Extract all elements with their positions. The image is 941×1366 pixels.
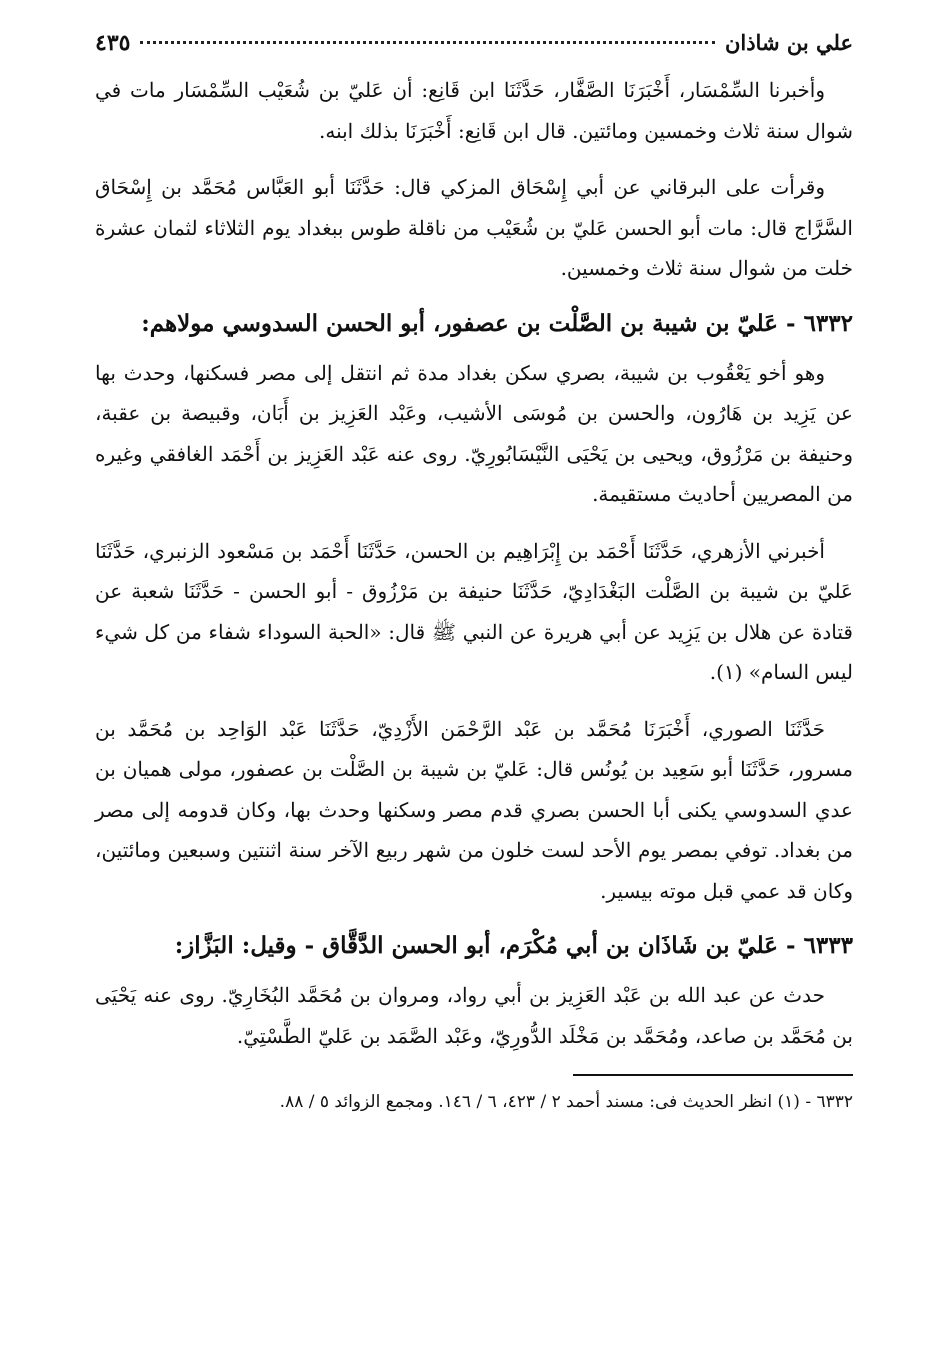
footnote-separator <box>573 1074 853 1076</box>
paragraph-biography-6332: وهو أخو يَعْقُوب بن شيبة، بصري سكن بغداد مدة ثم انتقل إلى مصر فسكنها، وحدث بها عن يَزِيد بن هَارُون، والحسن بن مُوسَى الأشيب، وعَبْد العَزِيز بن أَبَان، وقبيصة بن عقبة، وحنيفة بن مَرْزُوق، ويحيى بن يَحْيَى النَّيْسَابُورِيّ. روى عنه عَبْد العَزِيز بن أَحْمَد الغافقي وغيره من المصريين أحاديث مستقيمة. <box>95 360 853 506</box>
footnote: ٦٣٣٢ - (١) انظر الحديث فى: مسند أحمد ٢ / ٤٢٣، ٦ / ١٤٦. ومجمع الزوائد ٥ / ٨٨. <box>279 1092 853 1112</box>
paragraph-biography-6333: حدث عن عبد الله بن عَبْد العَزِيز بن أبي رواد، ومروان بن مُحَمَّد البُخَارِيّ. روى عنه يَحْيَى بن مُحَمَّد بن صاعد، ومُحَمَّد بن مَخْلَد الدُّورِيّ، وعَبْد الصَّمَد بن عَليّ الطَّسْتِيّ. <box>95 983 853 1048</box>
entry-heading-6333: ٦٣٣٣ - عَليّ بن شَاذَان بن أبي مُكْرَم، أبو الحسن الدَّقَّاق - وقيل: البَزَّاز: <box>174 932 853 959</box>
paragraph-samsar-death: وأخبرنا السِّمْسَار، أَخْبَرَنَا الصَّفَّار، حَدَّثَنَا ابن قَانِع: أن عَليّ بن شُعَيْب السِّمْسَار مات في شوال سنة ثلاث وخمسين ومائتين. قال ابن قَانِع: أَخْبَرَنَا بذلك ابنه. <box>95 78 853 143</box>
entry-heading-6332: ٦٣٣٢ - عَليّ بن شيبة بن الصَّلْت بن عصفور، أبو الحسن السدوسي مولاهم: <box>141 309 853 337</box>
page-number: ٤٣٥ <box>95 30 131 56</box>
leader-dots <box>140 41 715 44</box>
paragraph-hadith-azhari: أخبرني الأزهري، حَدَّثَنَا أَحْمَد بن إِبْرَاهِيم بن الحسن، حَدَّثَنَا أَحْمَد بن مَسْعود الزنبري، حَدَّثَنَا عَليّ بن شيبة بن الصَّلْت البَغْدَادِيّ، حَدَّثَنَا حنيفة بن مَرْزُوق - أبو الحسن - حَدَّثَنَا شعبة عن قتادة عن هلال بن يَزِيد عن أبي هريرة عن النبي ﷺ قال: «الحبة السوداء شفاء من كل شيء ليس السام» (١). <box>95 538 853 684</box>
book-page <box>95 30 853 1340</box>
running-title: علي بن شاذان <box>724 30 853 55</box>
paragraph-suri-report: حَدَّثَنَا الصوري، أَخْبَرَنَا مُحَمَّد بن عَبْد الرَّحْمَن الأَزْدِيّ، حَدَّثَنَا عَبْد الوَاحِد بن مُحَمَّد بن مسرور، حَدَّثَنَا أبو سَعِيد بن يُونُس قال: عَليّ بن شيبة بن الصَّلْت بن عصفور، مولى هميان بن عدي السدوسي يكنى أبا الحسن بصري قدم مصر وسكنها وحدث بها، وكان قدومه إلى مصر من بغداد. توفي بمصر يوم الأحد لست خلون من شهر ربيع الآخر سنة اثنتين وسبعين ومائتين، وكان قد عمي قبل موته بيسير. <box>95 716 853 903</box>
paragraph-barqani-report: وقرأت على البرقاني عن أبي إِسْحَاق المزكي قال: حَدَّثَنَا أبو العَبَّاس مُحَمَّد بن إِسْحَاق السَّرَّاج قال: مات أبو الحسن عَليّ بن شُعَيْب من ناقلة طوس ببغداد يوم الثلاثاء لثمان عشرة خلت من شوال سنة ثلاث وخمسين. <box>95 175 853 280</box>
running-header <box>95 30 853 70</box>
